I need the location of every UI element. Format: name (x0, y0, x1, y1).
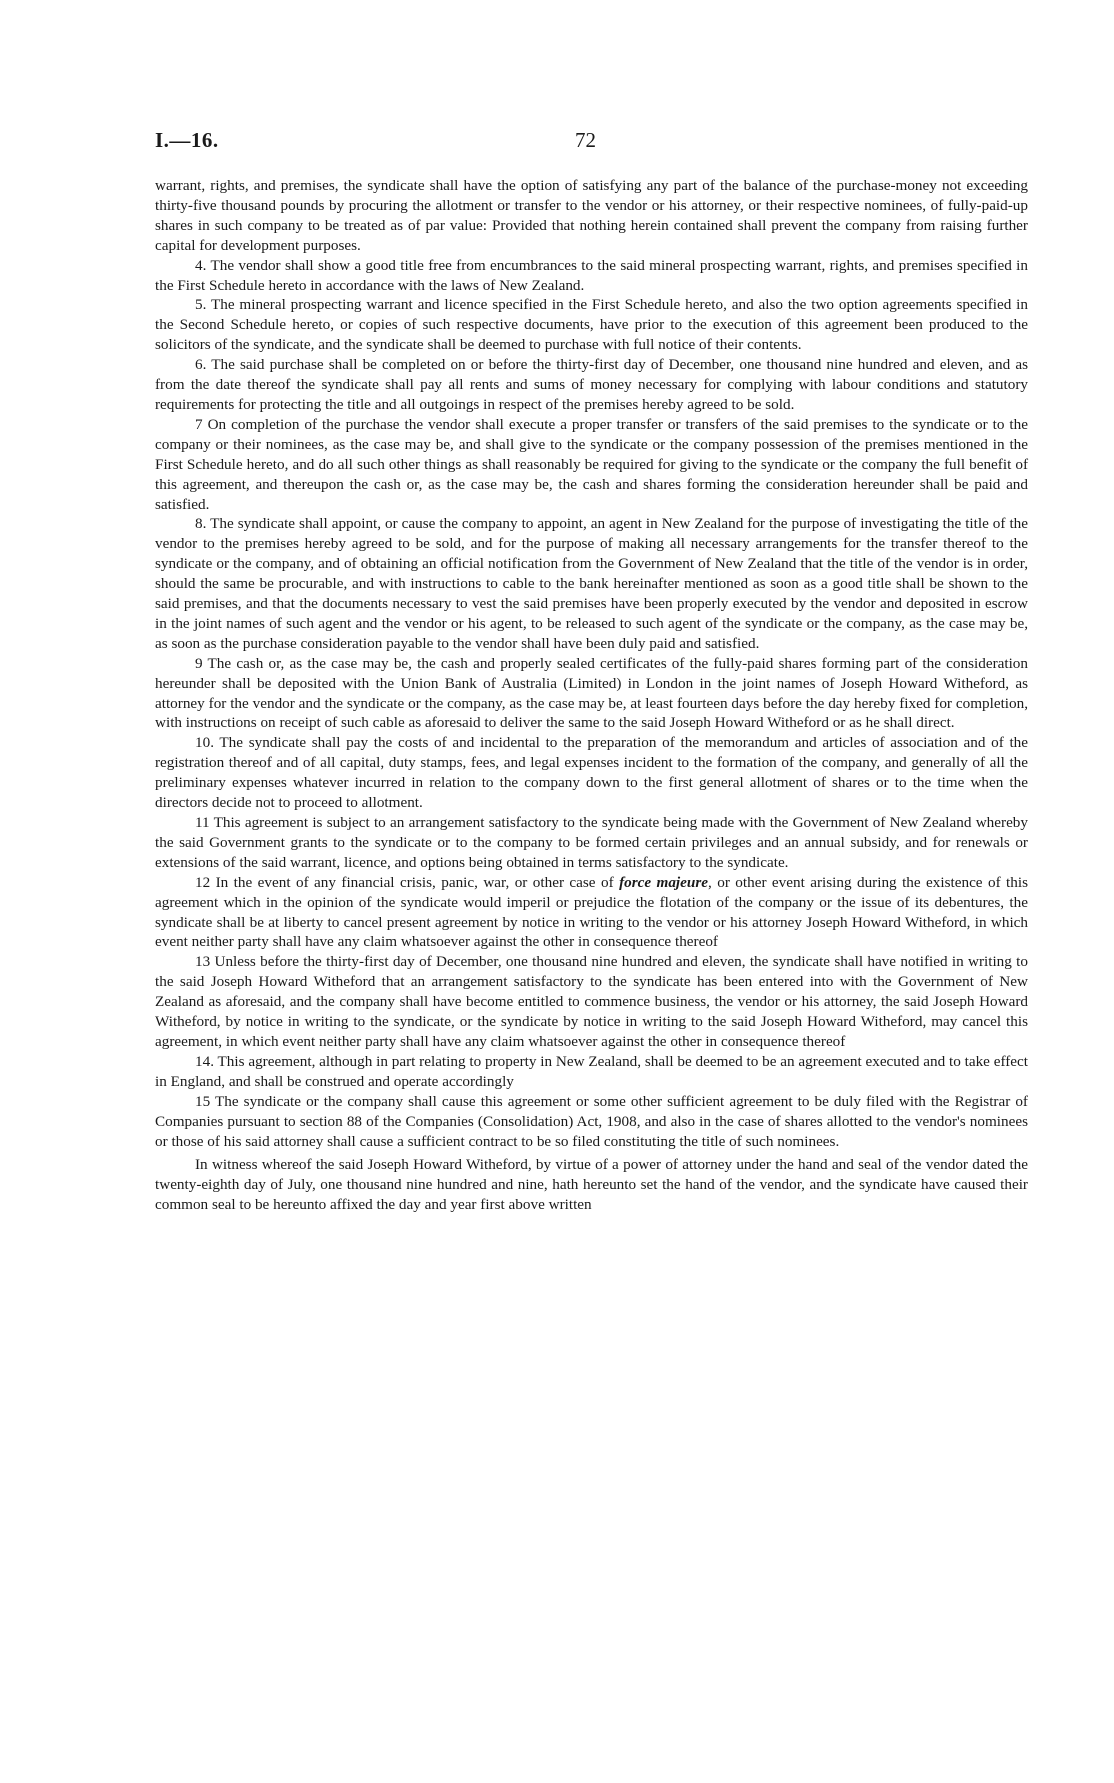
clause-12: 12 In the event of any financial crisis, panic, war, or other case of force majeure, or other event arising during the existence of this agreement which in the opinion of the syndicate would imperil or prejudice the flotation of the company or the issue of its debentures, the syndicate shall be at liberty to cancel present agreement by notice in writing to the vendor or his attorney Joseph Howard Witheford, in which event neither party shall have any claim whatsoever against the other in consequence thereof (155, 873, 1028, 951)
document-reference: I.—16. (155, 128, 219, 152)
clause-4: 4. The vendor shall show a good title free from encumbrances to the said mineral prospecting warrant, rights, and premises specified in the First Schedule hereto in accordance with the laws of New Zealand. (155, 256, 1028, 294)
clause-7: 7 On completion of the purchase the vendor shall execute a proper transfer or transfers of the said premises to the syndicate or to the company or their nominees, as the case may be, and shall give to the syndicate or the company possession of the premises mentioned in the First Schedule hereto, and do all such other things as shall reasonably be required for giving to the syndicate or the company the full benefit of this agreement, and thereupon the cash or, as the case may be, the cash and shares forming the consideration hereunder shall be paid and satisfied. (155, 415, 1028, 513)
clause-10: 10. The syndicate shall pay the costs of and incidental to the preparation of the memorandum and articles of association and of the registration thereof and of all capital, duty stamps, fees, and legal expenses incident to the formation of the company, and generally of all the preliminary expenses whatever incurred in relation to the company down to the first general allotment of shares or to the time when the directors decide not to proceed to allotment. (155, 734, 1028, 812)
clause-14: 14. This agreement, although in part relating to property in New Zealand, shall be deemed to be an agreement executed and to take effect in England, and shall be construed and operate accordingly (155, 1052, 1028, 1090)
clause-13: 13 Unless before the thirty-first day of December, one thousand nine hundred and eleven, the syndicate shall have notified in writing to the said Joseph Howard Witheford that an arrangement satisfactory to the syndicate has been entered into with the Government of New Zealand as aforesaid, and the company shall have become entitled to commence business, the vendor or his attorney, the said Joseph Howard Witheford, by notice in writing to the syndicate, or the syndicate by notice in writing to the said Joseph Howard Witheford, may cancel this agreement, in which event neither party shall have any claim whatsoever against the other in consequence thereof (155, 953, 1028, 1050)
clause-6: 6. The said purchase shall be completed on or before the thirty-first day of December, one thousand nine hundred and eleven, and as from the date thereof the syndicate shall pay all rents and sums of money necessary for complying with labour conditions and statutory requirements for protecting the title and all outgoings in respect of the premises hereby agreed to be sold. (155, 356, 1028, 413)
paragraph-continuation: warrant, rights, and premises, the syndicate shall have the option of satisfying any part of the balance of the purchase-money not exceeding thirty-five thousand pounds by procuring the allotment or transfer to the vendor or his attorney, or their respective nominees, of fully-paid-up shares in such company to be treated as of par value: Provided that nothing herein contained shall prevent the company from raising further capital for development purposes. (155, 177, 1028, 254)
clause-8: 8. The syndicate shall appoint, or cause the company to appoint, an agent in New Zealand for the purpose of investigating the title of the vendor to the premises hereby agreed to be sold, and for the purpose of making all necessary arrangements for the transfer thereof to the syndicate or the company, and of obtaining an official notification from the Government of New Zealand that the title of the vendor is in order, should the same be procurable, and with instructions to cable to the bank hereinafter mentioned as soon as a good title shall be shown to the said premises, and that the documents necessary to vest the said premises have been properly executed by the vendor and deposited in escrow in the joint names of such agent and the vendor or his agent, to be released to such agent of the syndicate or the company, as the case may be, as soon as the purchase consideration payable to the vendor shall have been duly paid and satisfied. (155, 515, 1028, 652)
clause-15: 15 The syndicate or the company shall cause this agreement or some other sufficient agreement to be duly filed with the Registrar of Companies pursuant to section 88 of the Companies (Consolidation) Act, 1908, and also in the case of shares allotted to the vendor's nominees or those of his said attorney shall cause a sufficient contract to be so filed constituting the title of such nominees. (155, 1092, 1028, 1150)
page-number: 72 (575, 128, 596, 152)
witness-clause: In witness whereof the said Joseph Howard Witheford, by virtue of a power of attorney under the hand and seal of the vendor dated the twenty-eighth day of July, one thousand nine hundred and nine, hath hereunto set the hand of the vendor, and the syndicate have caused their common seal to be hereunto affixed the day and year first above written (155, 1156, 1028, 1214)
force-majeure-italic: force majeure (619, 873, 708, 891)
clause-9: 9 The cash or, as the case may be, the cash and properly sealed certificates of the fully-paid shares forming part of the consideration hereunder shall be deposited with the Union Bank of Australia (Limited) in London in the joint names of Joseph Howard Witheford, as attorney for the vendor and the syndicate or the company, as the case may be, at least fourteen days before the day hereby fixed for completion, with instructions on receipt of such cable as aforesaid to deliver the same to the said Joseph Howard Witheford or as he shall direct. (155, 654, 1028, 732)
document-body (155, 176, 1028, 1215)
clause-11: 11 This agreement is subject to an arrangement satisfactory to the syndicate being made with the Government of New Zealand whereby the said Government grants to the syndicate or to the company to be formed certain privileges and an annual subsidy, and for renewals or extensions of the said warrant, licence, and options being obtained in terms satisfactory to the syndicate. (155, 814, 1028, 871)
clause-5: 5. The mineral prospecting warrant and licence specified in the First Schedule hereto, and also the two option agreements specified in the Second Schedule hereto, or copies of such respective documents, have prior to the execution of this agreement been produced to the solicitors of the syndicate, and the syndicate shall be deemed to purchase with full notice of their contents. (155, 296, 1028, 354)
page-header (155, 128, 1028, 158)
